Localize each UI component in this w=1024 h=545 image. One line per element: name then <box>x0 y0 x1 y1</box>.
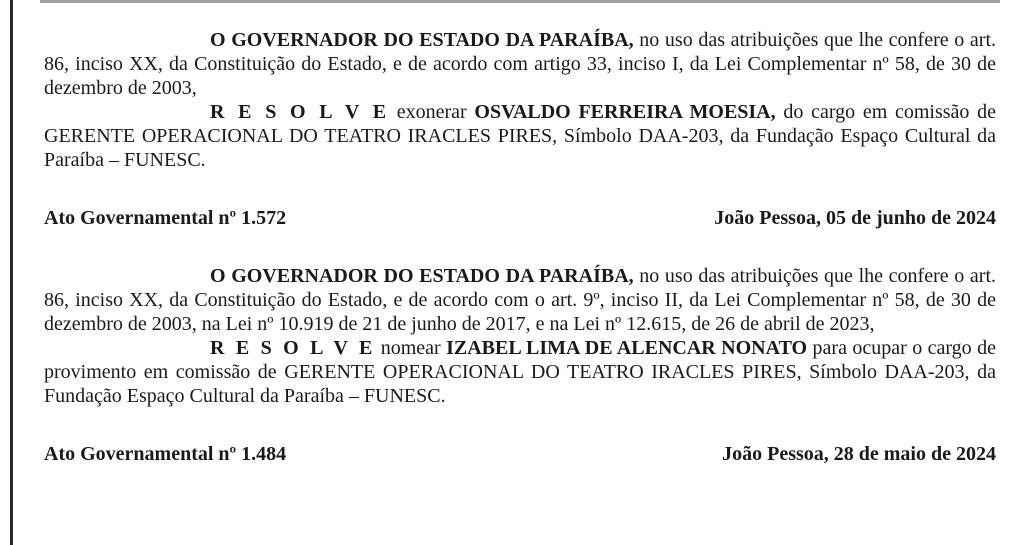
act1-resolve-word: R E S O L V E <box>210 101 390 123</box>
spacer <box>44 172 996 206</box>
act2-preamble <box>44 264 996 336</box>
act2-governor-heading: O GOVERNADOR DO ESTADO DA PARAÍBA, <box>210 265 634 287</box>
act2-date: João Pessoa, 28 de maio de 2024 <box>722 443 996 465</box>
act1-preamble-text: no uso das atribuições que lhe confere o art. 86, inciso XX, da Constituição do Estado, e de acordo com artigo 33, inciso I, da Lei Complementar nº 58, de 30 de dezembro de 2003, <box>44 29 996 99</box>
gazette-document <box>44 28 996 466</box>
act2-resolution <box>44 336 996 408</box>
act1-resolution <box>44 100 996 172</box>
left-border-line <box>10 0 13 545</box>
act1-governor-heading: O GOVERNADOR DO ESTADO DA PARAÍBA, <box>210 29 634 51</box>
top-border-line <box>40 0 1000 3</box>
spacer <box>44 230 996 264</box>
act2-preamble-text: no uso das atribuições que lhe confere o art. 86, inciso XX, da Constituição do Estado, e de acordo com o art. 9º, inciso II, da Lei Complementar nº 58, de 30 de dezembro de 2003, na Lei nº 10.919 de 21 de junho de 2017, e na Lei nº 12.615, de 26 de abril de 2023, <box>44 265 996 335</box>
act2-footer <box>44 442 996 466</box>
act2-number: Ato Governamental nº 1.484 <box>44 443 287 465</box>
act2-person-name: IZABEL LIMA DE ALENCAR NONATO <box>446 337 808 359</box>
act2-resolve-verb: nomear <box>375 337 447 359</box>
act1-resolve-verb: exonerar <box>389 101 475 123</box>
spacer <box>44 408 996 442</box>
act2-resolve-text: para ocupar o cargo de provimento em comissão de GERENTE OPERACIONAL DO TEATRO IRACLES PIRES, Símbolo DAA-203, da Fundação Espaço Cultural da Paraíba – FUNESC. <box>44 337 996 407</box>
act1-footer <box>44 206 996 230</box>
act1-preamble <box>44 28 996 100</box>
act1-resolve-text: do cargo em comissão de GERENTE OPERACIONAL DO TEATRO IRACLES PIRES, Símbolo DAA-203, da Fundação Espaço Cultural da Paraíba – FUNESC. <box>44 101 996 171</box>
act1-date: João Pessoa, 05 de junho de 2024 <box>714 207 996 229</box>
act2-resolve-word: R E S O L V E <box>210 337 376 359</box>
act1-person-name: OSVALDO FERREIRA MOESIA, <box>474 101 776 123</box>
act1-number: Ato Governamental nº 1.572 <box>44 207 287 229</box>
